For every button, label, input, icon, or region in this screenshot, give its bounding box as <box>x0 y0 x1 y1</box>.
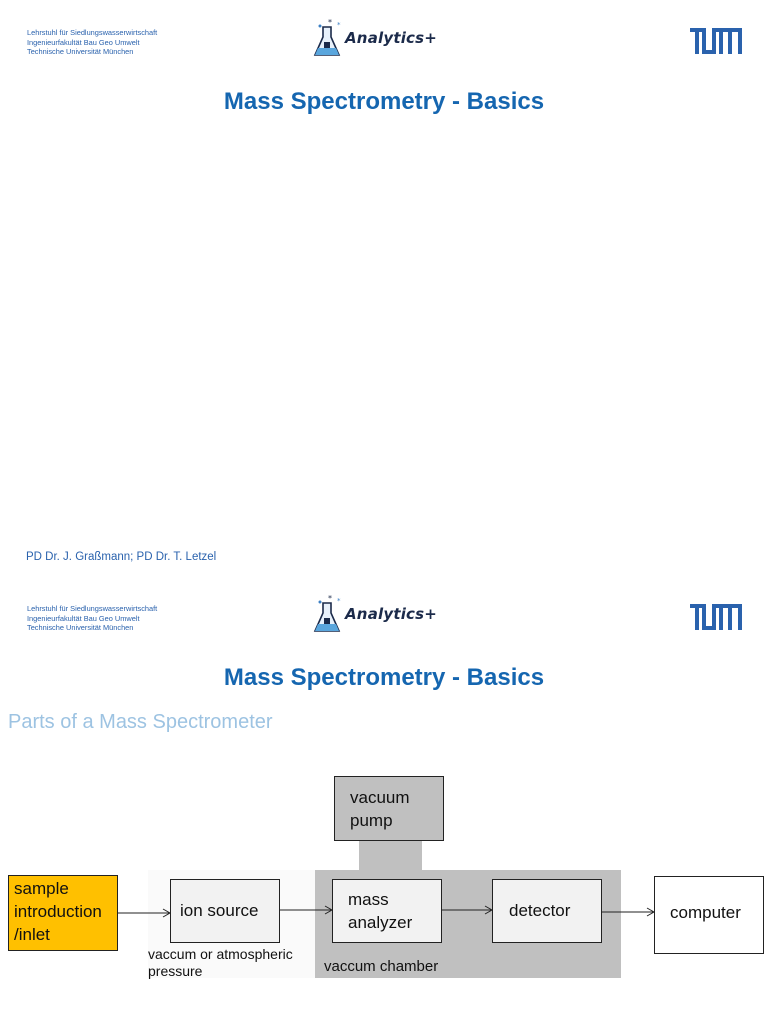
svg-text:*: * <box>328 594 332 603</box>
svg-text:*: * <box>337 597 341 605</box>
ion-source-label: ion source <box>180 901 259 920</box>
ion-source-pressure-note <box>148 946 293 980</box>
note-line: pressure <box>148 963 203 979</box>
institution-block <box>27 28 157 57</box>
mass-analyzer-label: analyzer <box>348 913 413 932</box>
mass-analyzer-label: mass <box>348 890 389 909</box>
detector-box <box>492 879 602 943</box>
sample-inlet-box <box>8 875 118 951</box>
svg-text:*: * <box>328 18 332 27</box>
mass-analyzer-box <box>332 879 442 943</box>
institution-line: Ingenieurfakultät Bau Geo Umwelt <box>27 37 140 47</box>
institution-line: Lehrstuhl für Siedlungswasserwirtschaft <box>27 604 158 613</box>
vacuum-pump-box <box>334 776 444 841</box>
institution-line: Technische Universität München <box>27 623 134 633</box>
slide-title: Mass Spectrometry - Basics <box>223 88 545 115</box>
logo-text: Analytics+ <box>345 29 438 47</box>
slide-footer-authors: PD Dr. J. Graßmann; PD Dr. T. Letzel <box>26 551 217 563</box>
vacuum-pump-label: pump <box>350 811 393 830</box>
institution-block <box>27 604 157 633</box>
computer-box <box>654 876 764 954</box>
institution-line: Lehrstuhl für Siedlungswasserwirtschaft <box>27 28 158 37</box>
analytics-logo <box>313 594 438 636</box>
flask-icon <box>313 594 347 636</box>
slide-subtitle: Parts of a Mass Spectrometer <box>8 711 273 733</box>
slide-2 <box>0 576 768 1024</box>
sample-inlet-label: /inlet <box>14 925 50 944</box>
sample-inlet-label: sample <box>14 879 69 898</box>
analytics-logo <box>313 18 438 60</box>
institution-line: Ingenieurfakultät Bau Geo Umwelt <box>27 613 140 623</box>
flask-icon <box>313 18 347 60</box>
vacuum-pump-label: vacuum <box>350 788 410 807</box>
logo-text: Analytics+ <box>345 605 438 623</box>
computer-label: computer <box>670 903 741 922</box>
institution-line: Technische Universität München <box>27 47 134 57</box>
ion-source-box <box>170 879 280 943</box>
tum-logo-icon <box>690 604 742 630</box>
svg-text:*: * <box>337 21 341 29</box>
tum-logo-icon <box>690 28 742 54</box>
vacuum-pump-connector <box>359 841 422 871</box>
sample-inlet-label: introduction <box>14 902 102 921</box>
vacuum-chamber-label: vaccum chamber <box>324 958 439 975</box>
note-line: vaccum or atmospheric <box>148 946 293 962</box>
detector-label: detector <box>509 901 571 920</box>
slide-title: Mass Spectrometry - Basics <box>223 664 545 691</box>
